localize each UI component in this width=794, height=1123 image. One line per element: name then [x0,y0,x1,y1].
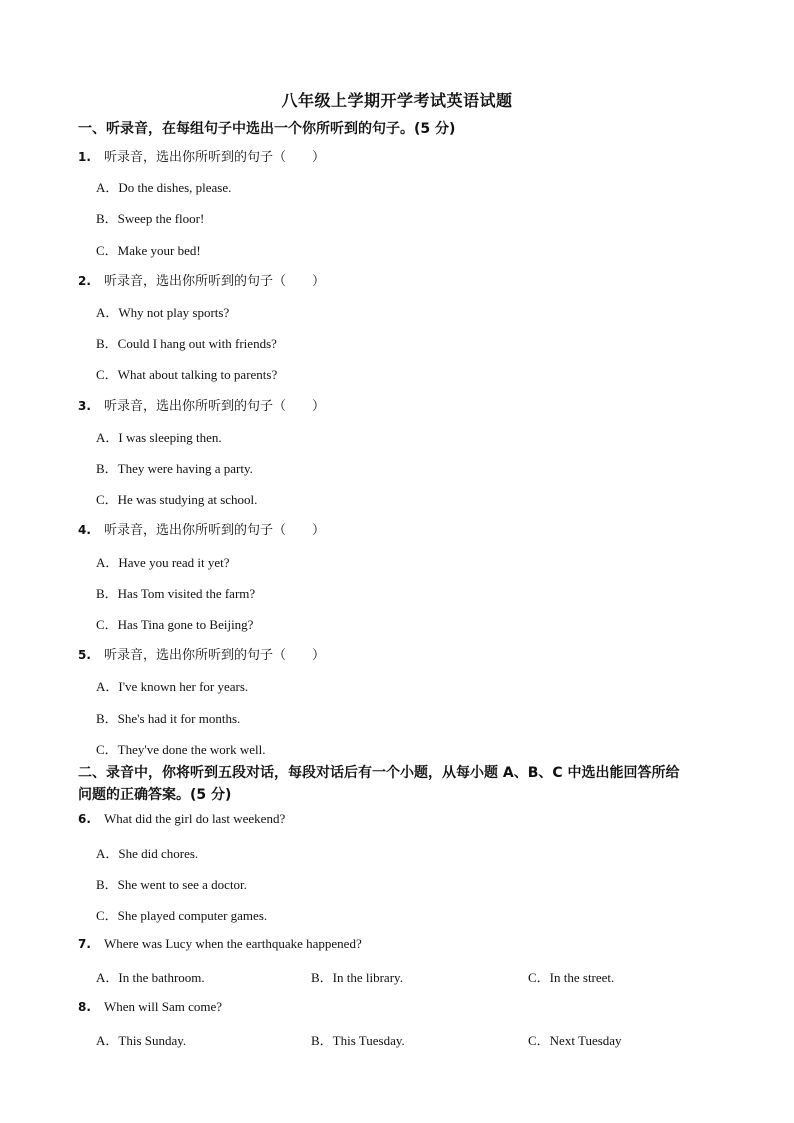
option-b: B．In the library. [311,970,403,985]
question-text: Where was Lucy when the earthquake happened? [104,936,362,951]
question-number: 1. [78,150,91,164]
option-a: A．This Sunday. [96,1033,187,1048]
option-b: B．Could I hang out with friends? [96,336,277,351]
section-heading-2 [78,762,758,806]
question-1 [78,146,325,165]
option-b: B．She's had it for months. [96,711,241,726]
question-3 [78,395,325,414]
question-number: 8. [78,1000,91,1014]
option-c: C．She played computer games. [96,908,268,923]
question-text: When will Sam come? [104,999,223,1014]
question-text: 听录音，选出你所听到的句子（ ） [104,648,326,663]
option-b: B．She went to see a doctor. [96,877,247,892]
section-heading-line-2: 问题的正确答案。(5 分) [78,787,232,803]
question-6 [78,811,285,827]
option-c: C．Has Tina gone to Beijing? [96,617,254,632]
question-number: 6. [78,812,91,826]
option-b: B．Sweep the floor! [96,211,205,226]
option-c: C．What about talking to parents? [96,367,278,382]
option-a: A．Have you read it yet? [96,555,230,570]
option-b: B．Has Tom visited the farm? [96,586,256,601]
option-b: B．They were having a party. [96,461,253,476]
question-text: 听录音，选出你所听到的句子（ ） [104,150,326,165]
question-5 [78,644,325,663]
option-a: A．I've known her for years. [96,679,249,694]
option-a: A．In the bathroom. [96,970,205,985]
question-text: 听录音，选出你所听到的句子（ ） [104,274,326,289]
question-number: 4. [78,523,91,537]
question-number: 7. [78,937,91,951]
question-2 [78,270,325,289]
page-title: 八年级上学期开学考试英语试题 [281,91,513,110]
option-a: A．I was sleeping then. [96,430,222,445]
option-c: C．In the street. [528,970,615,985]
question-4 [78,519,325,538]
question-number: 5. [78,648,91,662]
section-heading-1: 一、听录音，在每组句子中选出一个你所听到的句子。(5 分) [78,121,456,137]
option-c: C．Next Tuesday [528,1033,622,1048]
option-a: A．Do the dishes, please. [96,180,232,195]
option-c: C．He was studying at school. [96,492,258,507]
option-a: A．Why not play sports? [96,305,230,320]
question-text: What did the girl do last weekend? [104,811,286,826]
option-a: A．She did chores. [96,846,199,861]
question-8 [78,999,222,1015]
question-text: 听录音，选出你所听到的句子（ ） [104,523,326,538]
option-b: B．This Tuesday. [311,1033,405,1048]
question-7 [78,936,362,952]
question-number: 2. [78,274,91,288]
section-heading-line-1: 二、录音中，你将听到五段对话，每段对话后有一个小题，从每小题 A、B、C 中选出能回答所给 [78,765,680,781]
question-text: 听录音，选出你所听到的句子（ ） [104,399,326,414]
option-c: C．Make your bed! [96,243,201,258]
option-c: C．They've done the work well. [96,742,266,757]
question-number: 3. [78,399,91,413]
